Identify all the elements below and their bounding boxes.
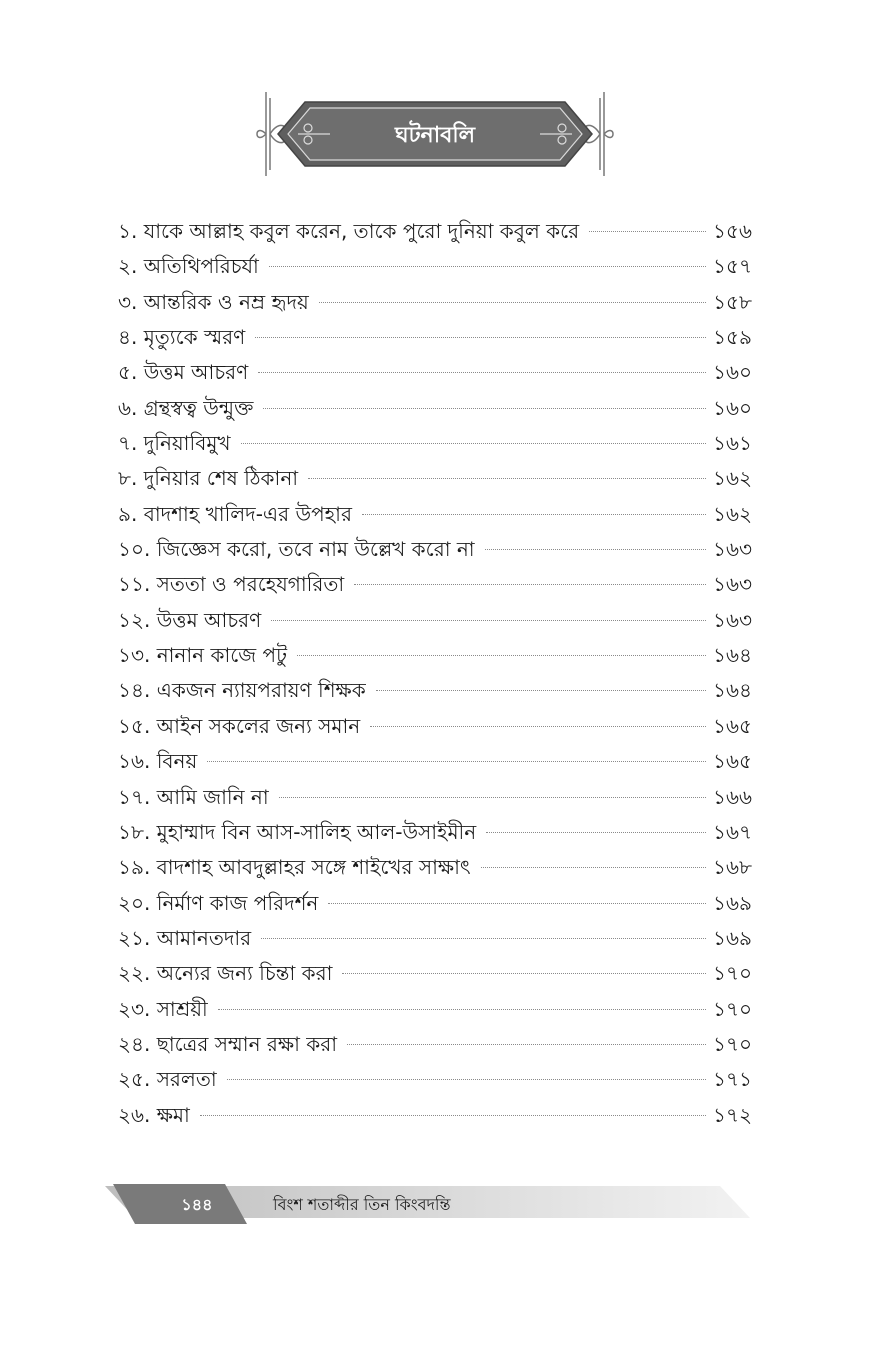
dotted-leader (263, 408, 706, 409)
toc-entry (118, 1027, 752, 1062)
toc-entry-page: ১৬৭ (713, 819, 752, 844)
toc-entry-page: ১৬০ (713, 395, 752, 420)
toc-entry-page: ১৬৪ (713, 643, 752, 668)
toc-entry-title: ২. অতিথিপরিচর্যা (118, 254, 259, 279)
toc-entry-page: ১৬৮ (713, 855, 752, 880)
toc-entry (118, 285, 752, 320)
toc-entry-page: ১৬৬ (713, 784, 752, 809)
dotted-leader (297, 655, 706, 656)
toc-entry-page: ১৭০ (713, 961, 752, 986)
toc-entry (118, 886, 752, 921)
toc-entry-title: ২৬. ক্ষমা (118, 1102, 190, 1127)
section-title: ঘটনাবলি (394, 123, 476, 148)
toc-entry-title: ৩. আন্তরিক ও নম্র হৃদয় (118, 289, 309, 314)
toc-entry-title: ৭. দুনিয়াবিমুখ (118, 431, 231, 456)
toc-entry (118, 532, 752, 567)
dotted-leader (255, 337, 706, 338)
dotted-leader (485, 549, 706, 550)
table-of-contents (118, 214, 752, 1133)
toc-entry-title: ২৩. সাশ্রয়ী (118, 996, 208, 1021)
dotted-leader (218, 1009, 706, 1010)
toc-entry (118, 780, 752, 815)
toc-entry (118, 567, 752, 602)
toc-entry (118, 355, 752, 390)
toc-entry-title: ১৮. মুহাম্মাদ বিন আস-সালিহ আল-উসাইমীন (118, 819, 477, 844)
toc-entry-page: ১৬১ (713, 431, 752, 456)
toc-entry-page: ১৫৮ (713, 289, 752, 314)
dotted-leader (200, 1115, 706, 1116)
dotted-leader (347, 1044, 706, 1045)
toc-entry-page: ১৬৫ (713, 749, 752, 774)
toc-entry-title: ১৭. আমি জানি না (118, 784, 269, 809)
toc-entry-page: ১৬৩ (713, 572, 752, 597)
toc-entry-page: ১৬৯ (713, 925, 752, 950)
toc-entry (118, 426, 752, 461)
toc-entry-title: ২২. অন্যের জন্য চিন্তা করা (118, 961, 333, 986)
dotted-leader (241, 443, 706, 444)
toc-entry (118, 956, 752, 991)
toc-entry (118, 673, 752, 708)
toc-entry (118, 992, 752, 1027)
toc-entry (118, 850, 752, 885)
toc-entry (118, 1098, 752, 1133)
toc-entry-title: ২৫. সরলতা (118, 1067, 217, 1092)
toc-entry-title: ১৪. একজন ন্যায়পরায়ণ শিক্ষক (118, 678, 366, 703)
toc-entry-title: ১. যাকে আল্লাহ কবুল করেন, তাকে পুরো দুনিয়া কবুল করে (118, 219, 580, 243)
dotted-leader (354, 584, 706, 585)
toc-entry (118, 815, 752, 850)
dotted-leader (308, 478, 706, 479)
dotted-leader (328, 903, 706, 904)
toc-entry-page: ১৫৭ (713, 254, 752, 279)
dotted-leader (279, 797, 706, 798)
dotted-leader (258, 372, 706, 373)
toc-entry-page: ১৬৩ (713, 607, 752, 632)
toc-entry-title: ৫. উত্তম আচরণ (118, 360, 249, 385)
dotted-leader (227, 1079, 706, 1080)
toc-entry-title: ১৩. নানান কাজে পটু (118, 643, 288, 668)
toc-entry-title: ৮. দুনিয়ার শেষ ঠিকানা (118, 466, 299, 491)
toc-entry-title: ২১. আমানতদার (118, 925, 252, 950)
page-footer (105, 1184, 750, 1228)
toc-entry-page: ১৫৯ (713, 325, 752, 350)
toc-entry (118, 214, 752, 249)
running-title: বিংশ শতাব্দীর তিন কিংবদন্তি (273, 1195, 451, 1214)
toc-entry (118, 391, 752, 426)
dotted-leader (207, 761, 706, 762)
dotted-leader (269, 266, 706, 267)
toc-entry-title: ৯. বাদশাহ খালিদ-এর উপহার (118, 501, 352, 526)
dotted-leader (370, 726, 706, 727)
dotted-leader (342, 973, 706, 974)
toc-entry-page: ১৬২ (713, 466, 752, 491)
chapter-banner (250, 88, 620, 180)
dotted-leader (589, 231, 706, 232)
toc-entry (118, 638, 752, 673)
page-number: ১৪৪ (181, 1195, 213, 1214)
toc-entry-title: ১৯. বাদশাহ আবদুল্লাহর সঙ্গে শাইখের সাক্ষাৎ (118, 855, 471, 880)
dotted-leader (261, 938, 706, 939)
toc-entry (118, 921, 752, 956)
toc-entry-title: ২৪. ছাত্রের সম্মান রক্ষা করা (118, 1031, 338, 1056)
dotted-leader (481, 867, 706, 868)
toc-entry-page: ১৬০ (713, 360, 752, 385)
toc-entry-title: ১১. সততা ও পরহেযগারিতা (118, 572, 345, 597)
toc-entry-title: ১৫. আইন সকলের জন্য সমান (118, 713, 361, 738)
toc-entry-title: ২০. নির্মাণ কাজ পরিদর্শন (118, 890, 319, 915)
toc-entry (118, 744, 752, 779)
dotted-leader (271, 620, 706, 621)
toc-entry-page: ১৭০ (713, 1031, 752, 1056)
dotted-leader (319, 302, 706, 303)
toc-entry-page: ১৭১ (713, 1067, 752, 1092)
toc-entry-title: ৬. গ্রন্থস্বত্ব উন্মুক্ত (118, 395, 254, 420)
toc-entry-page: ১৭২ (713, 1102, 752, 1127)
toc-entry-page: ১৫৬ (713, 219, 752, 243)
toc-entry-page: ১৬২ (713, 501, 752, 526)
toc-entry-page: ১৬৩ (713, 537, 752, 562)
toc-entry-title: ১২. উত্তম আচরণ (118, 607, 262, 632)
toc-entry-title: ১৬. বিনয় (118, 749, 198, 774)
toc-entry (118, 709, 752, 744)
dotted-leader (362, 514, 706, 515)
toc-entry-page: ১৬৫ (713, 713, 752, 738)
toc-entry (118, 249, 752, 284)
toc-entry (118, 603, 752, 638)
toc-entry (118, 320, 752, 355)
dotted-leader (376, 690, 706, 691)
toc-entry-page: ১৬৯ (713, 890, 752, 915)
toc-entry-title: ৪. মৃত্যুকে স্মরণ (118, 325, 246, 350)
toc-entry (118, 497, 752, 532)
toc-entry (118, 461, 752, 496)
toc-entry-title: ১০. জিজ্ঞেস করো, তবে নাম উল্লেখ করো না (118, 537, 475, 562)
dotted-leader (486, 832, 706, 833)
toc-entry (118, 1062, 752, 1097)
toc-entry-page: ১৭০ (713, 996, 752, 1021)
toc-entry-page: ১৬৪ (713, 678, 752, 703)
